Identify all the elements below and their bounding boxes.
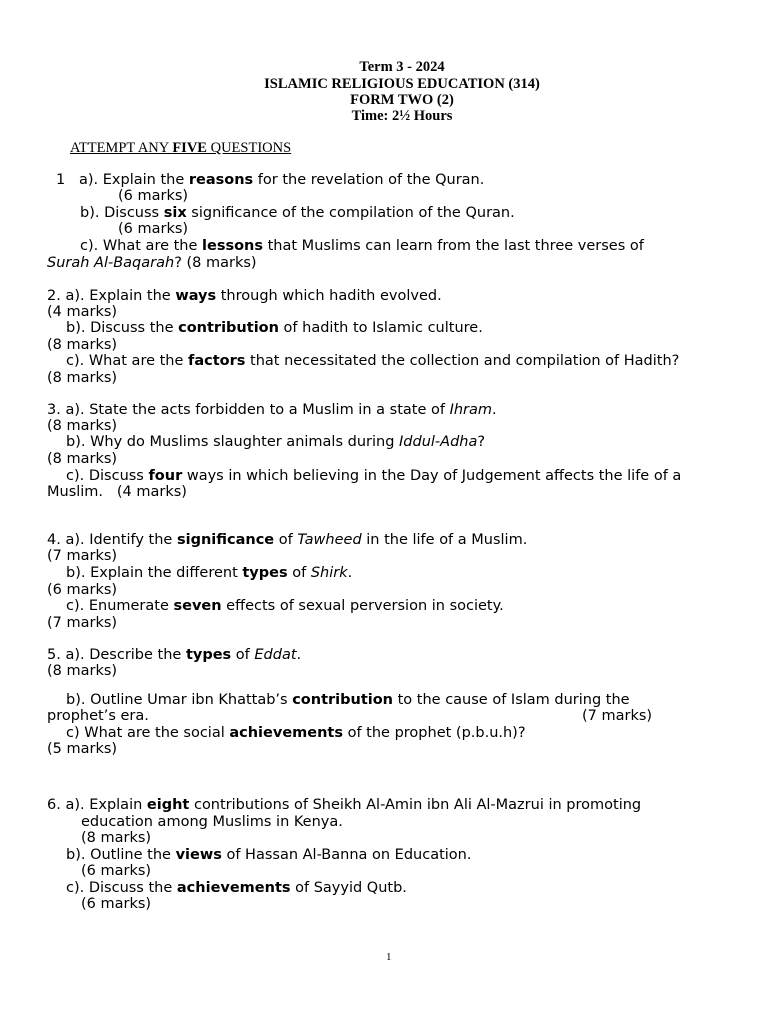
q6b-marks: (6 marks) xyxy=(81,863,152,879)
q3c-line2: Muslim. (4 marks) xyxy=(47,484,187,500)
q4c-text: c). Enumerate seven effects of sexual perversion in society. xyxy=(66,598,504,614)
exam-subject: ISLAMIC RELIGIOUS EDUCATION (314) xyxy=(264,76,540,92)
q6a-marks: (8 marks) xyxy=(81,830,152,846)
q5b-line2: prophet’s era. xyxy=(47,708,149,724)
q6b-text: b). Outline the views of Hassan Al-Banna on Education. xyxy=(66,847,472,863)
exam-time: Time: 2½ Hours xyxy=(351,108,453,124)
q5b-text: b). Outline Umar ibn Khattab’s contribution to the cause of Islam during the xyxy=(66,692,630,708)
q5a-marks: (8 marks) xyxy=(47,663,118,679)
exam-term: Term 3 - 2024 xyxy=(359,59,445,75)
q2b-text: b). Discuss the contribution of hadith to Islamic culture. xyxy=(66,320,483,336)
q6c-text: c). Discuss the achievements of Sayyid Qutb. xyxy=(66,880,407,896)
q1c-text: c). What are the lessons that Muslims can learn from the last three verses of xyxy=(80,238,644,254)
q5a-text: 5. a). Describe the types of Eddat. xyxy=(47,647,302,663)
page-number: 1 xyxy=(386,951,392,963)
q5c-marks: (5 marks) xyxy=(47,741,118,757)
q5b-marks: (7 marks) xyxy=(582,708,653,724)
q1-number: 1 xyxy=(56,172,66,188)
q2a-text: 2. a). Explain the ways through which hadith evolved. xyxy=(47,288,442,304)
q6a-text: 6. a). Explain eight contributions of Sheikh Al-Amin ibn Ali Al-Mazrui in promoting xyxy=(47,797,642,813)
q4b-text: b). Explain the different types of Shirk. xyxy=(66,565,353,581)
q5c-text: c) What are the social achievements of the prophet (p.b.u.h)? xyxy=(66,725,526,741)
q6c-marks: (6 marks) xyxy=(81,896,152,912)
q4a-marks: (7 marks) xyxy=(47,548,118,564)
instruction: ATTEMPT ANY FIVE QUESTIONS xyxy=(70,140,292,156)
q4b-marks: (6 marks) xyxy=(47,582,118,598)
q2c-text: c). What are the factors that necessitated the collection and compilation of Hadith? xyxy=(66,353,680,369)
q2b-marks: (8 marks) xyxy=(47,337,118,353)
q1a-text: a). Explain the reasons for the revelation of the Quran. xyxy=(79,172,485,188)
q3a-text: 3. a). State the acts forbidden to a Muslim in a state of Ihram. xyxy=(47,402,497,418)
q6a-line2: education among Muslims in Kenya. xyxy=(81,814,343,830)
q1b-marks: (6 marks) xyxy=(118,221,189,237)
q1a-marks: (6 marks) xyxy=(118,188,189,204)
q3b-marks: (8 marks) xyxy=(47,451,118,467)
q1b-text: b). Discuss six significance of the compilation of the Quran. xyxy=(80,205,515,221)
exam-form: FORM TWO (2) xyxy=(350,92,454,108)
q3a-marks: (8 marks) xyxy=(47,418,118,434)
q3b-text: b). Why do Muslims slaughter animals during Iddul-Adha? xyxy=(66,434,486,450)
q2a-marks: (4 marks) xyxy=(47,304,118,320)
q1c-line2: Surah Al-Baqarah? (8 marks) xyxy=(47,255,257,271)
q2c-marks: (8 marks) xyxy=(47,370,118,386)
q3c-text: c). Discuss four ways in which believing in the Day of Judgement affects the life of a xyxy=(66,468,682,484)
q4a-text: 4. a). Identify the significance of Tawheed in the life of a Muslim. xyxy=(47,532,528,548)
q4c-marks: (7 marks) xyxy=(47,615,118,631)
